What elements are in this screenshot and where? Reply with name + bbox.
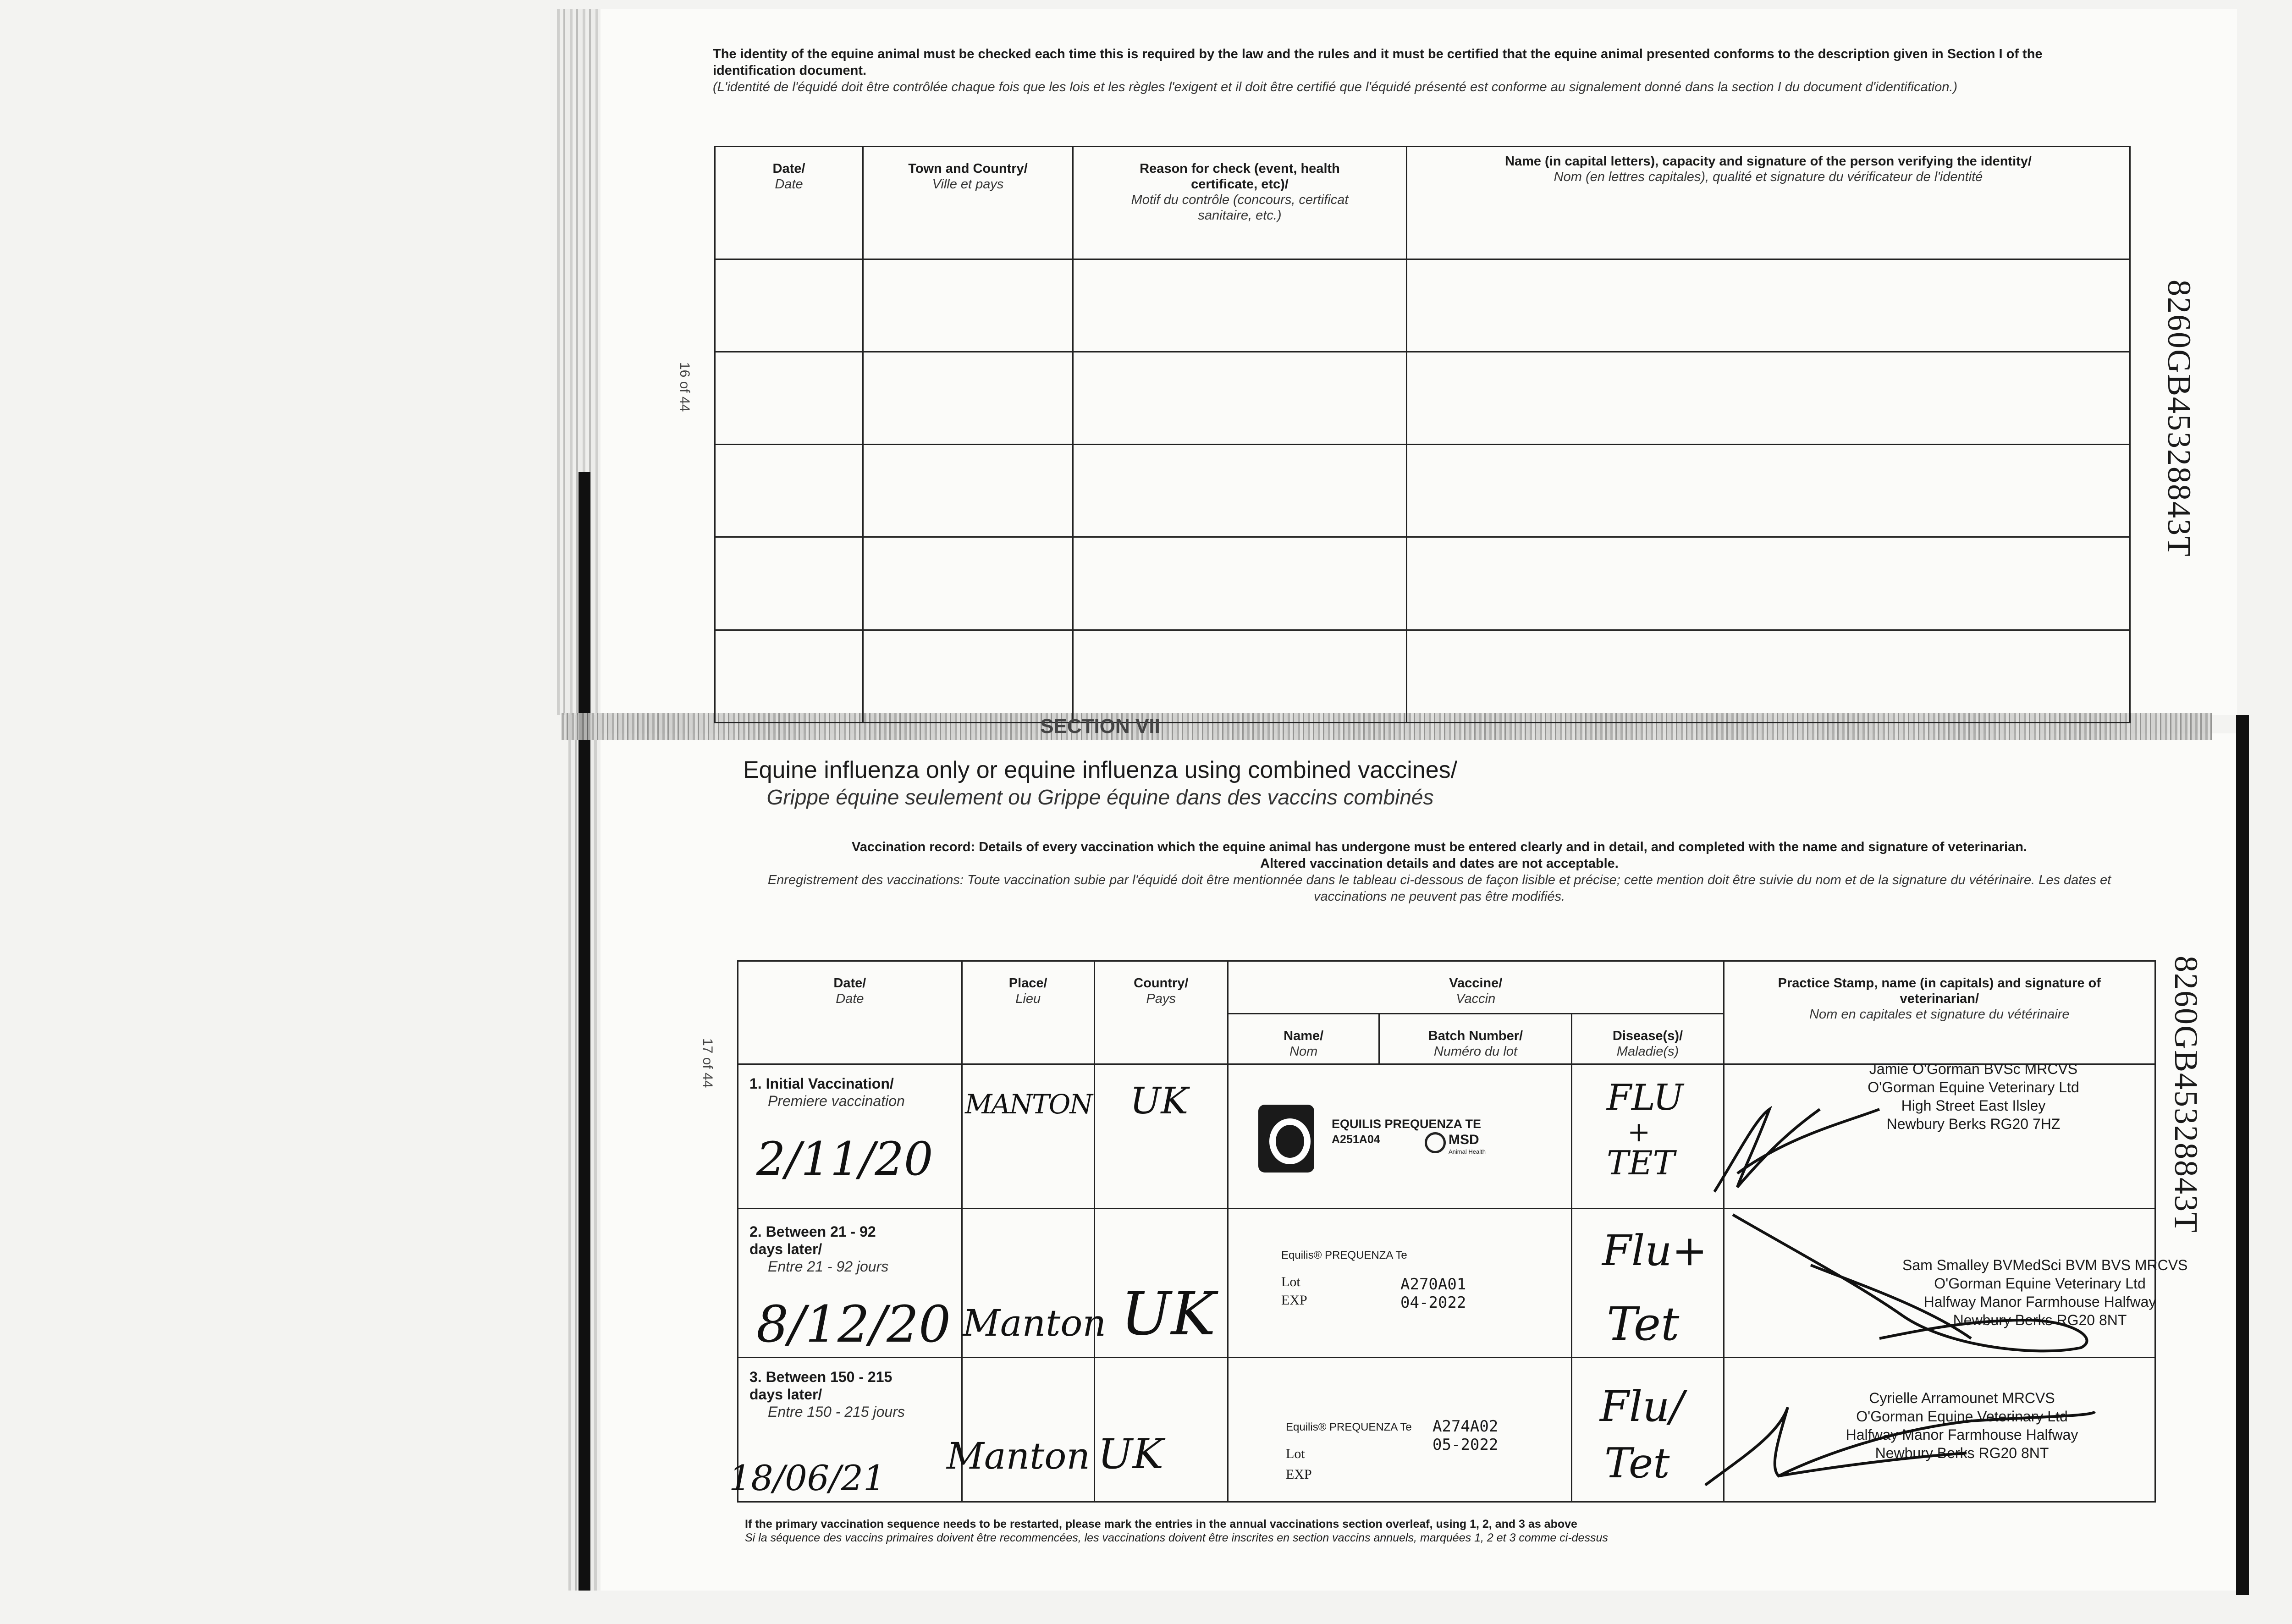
- row-1-label: 1. Initial Vaccination/ Premiere vaccination: [749, 1075, 905, 1109]
- row-2-expiry: 04-2022: [1400, 1294, 1466, 1312]
- section-heading: SECTION VII: [1040, 715, 1160, 738]
- signature-row-3: [1705, 1407, 2095, 1485]
- row-3-label: 3. Between 150 - 215 days later/ Entre 150 - 215 jours: [749, 1369, 905, 1420]
- row-3-country: UK: [1098, 1430, 1164, 1478]
- row-1-vaccine-name: EQUILIS PREQUENZA TE: [1332, 1117, 1482, 1131]
- row-3-expiry: 05-2022: [1432, 1436, 1499, 1454]
- footnote: If the primary vaccination sequence needs to be restarted, please mark the entries in the annual vaccinations section overleaf, using 1, 2, and 3 as above Si la séquence des vaccins primaires doivent être recommencées, les vaccinations doivent être inscrites en section vaccins annuels, marquées 1, 2 et 3 comme ci-dessus: [745, 1518, 1608, 1544]
- row-2-label: 2. Between 21 - 92 days later/ Entre 21 - 92 jours: [749, 1223, 889, 1275]
- col-reason: Reason for check (event, health certificate, etc)/ Motif du contrôle (concours, certificat sanitaire, etc.): [1073, 147, 1407, 259]
- row-1-date: 2/11/20: [756, 1132, 933, 1186]
- intro-en: The identity of the equine animal must be checked each time this is required by the law and the rules and it must be certified that the equine animal presented conforms to the description given in Section I of the identification document.: [713, 47, 2043, 78]
- col-town-country: Town and Country/ Ville et pays: [863, 147, 1073, 259]
- row-3-vaccine-name: Equilis® PREQUENZA Te: [1286, 1421, 1412, 1433]
- page-number-17: 17 of 44: [700, 1038, 715, 1088]
- row-2-batch: A270A01: [1400, 1275, 1466, 1294]
- row-2-place: Manton: [963, 1302, 1106, 1344]
- col-vac-country: Country/ Pays: [1094, 961, 1228, 1064]
- row-2-practice-stamp: Sam Smalley BVMedSci BVM BVS MRCVS O'Gorman Equine Veterinary Ltd Halfway Manor Farmhouse Halfway Newbury Berks RG20 8NT: [1902, 1257, 2188, 1328]
- col-vac-date: Date/ Date: [738, 961, 962, 1064]
- row-3-date: 18/06/21: [729, 1458, 886, 1498]
- row-2-country: UK: [1121, 1279, 1216, 1349]
- row-1-place: MANTON: [965, 1089, 1092, 1120]
- row-2-lot-label: Lot: [1281, 1274, 1300, 1289]
- col-verifier: Name (in capital letters), capacity and signature of the person verifying the identity/ Nom (en lettres capitales), qualité et signature du vérificateur de l'identité: [1407, 147, 2130, 259]
- row-1-disease-1: FLU: [1607, 1077, 1684, 1118]
- row-1-practice-stamp: Jamie O'Gorman BVSc MRCVS O'Gorman Equine Veterinary Ltd High Street East Ilsley Newbury Berks RG20 7HZ: [1868, 1061, 2079, 1132]
- row-1-vaccine-batch: A251A04: [1332, 1133, 1380, 1146]
- ref-code-top: 8260GB45328843T: [2161, 280, 2198, 557]
- row-1-vaccine-maker: MSD: [1449, 1132, 1479, 1147]
- row-2-date: 8/12/20: [756, 1295, 951, 1354]
- page-number-16: 16 of 44: [677, 362, 692, 412]
- row-3-disease-2: Tet: [1604, 1439, 1670, 1487]
- row-3-exp-label: EXP: [1286, 1467, 1312, 1482]
- col-vaccine-name: Name/ Nom: [1228, 1014, 1379, 1064]
- row-1-vaccine-maker-sub: Animal Health: [1449, 1148, 1486, 1155]
- row-2-exp-label: EXP: [1281, 1293, 1307, 1308]
- section-title-fr: Grippe équine seulement ou Grippe équine dans des vaccins combinés: [766, 785, 1434, 809]
- row-3-disease-1: Flu/: [1600, 1382, 1684, 1431]
- row-3-lot-label: Lot: [1286, 1446, 1305, 1461]
- row-3-place: Manton: [947, 1435, 1090, 1477]
- col-diseases: Disease(s)/ Maladie(s): [1572, 1014, 1724, 1064]
- col-date: Date/ Date: [715, 147, 863, 259]
- row-2-disease-1: Flu+: [1602, 1226, 1708, 1275]
- intro-fr: (L'identité de l'équidé doit être contrôlée chaque fois que les lois et les règles l'exigent et il doit être certifié que l'équidé présenté est conforme au signalement donné dans la section I du document d'identification.): [713, 80, 1958, 94]
- col-batch-number: Batch Number/ Numéro du lot: [1379, 1014, 1572, 1064]
- row-1-country: UK: [1130, 1079, 1189, 1122]
- row-1-disease-2: +: [1627, 1116, 1651, 1148]
- signature-row-2: [1733, 1215, 2087, 1351]
- row-1-disease-3: TET: [1607, 1144, 1675, 1182]
- vaccination-record-note: Vaccination record: Details of every vaccination which the equine animal has undergone must be entered clearly and in detail, and completed with the name and signature of veterinarian. Altered vaccination details and dates are not acceptable. Enregistrement des vaccinations: Toute vaccination subie par l'équidé doit être mentionnée dans le tableau ci-dessous de façon lisible et précise; cette mention doit être suivie du nom et de la signature du vétérinaire. Les dates et vaccinations ne peuvent pas être modifiés.: [767, 840, 2111, 904]
- col-vac-place: Place/ Lieu: [962, 961, 1094, 1064]
- row-2-vaccine-name: Equilis® PREQUENZA Te: [1281, 1249, 1407, 1261]
- row-3-practice-stamp: Cyrielle Arramounet MRCVS O'Gorman Equine Veterinary Ltd Halfway Manor Farmhouse Halfway Newbury Berks RG20 8NT: [1846, 1390, 2078, 1461]
- ref-code-bottom: 8260GB45328843T: [2168, 956, 2204, 1233]
- signature-row-1: [1714, 1109, 1879, 1192]
- row-3-batch: A274A02: [1432, 1417, 1499, 1436]
- section-title-en: Equine influenza only or equine influenza using combined vaccines/: [743, 757, 1458, 783]
- col-practice-stamp: Practice Stamp, name (in capitals) and signature of veterinarian/ Nom en capitales et signature du vétérinaire: [1724, 961, 2155, 1064]
- col-vaccine-group: Vaccine/ Vaccin: [1228, 961, 1724, 1014]
- row-2-disease-2: Tet: [1607, 1297, 1680, 1351]
